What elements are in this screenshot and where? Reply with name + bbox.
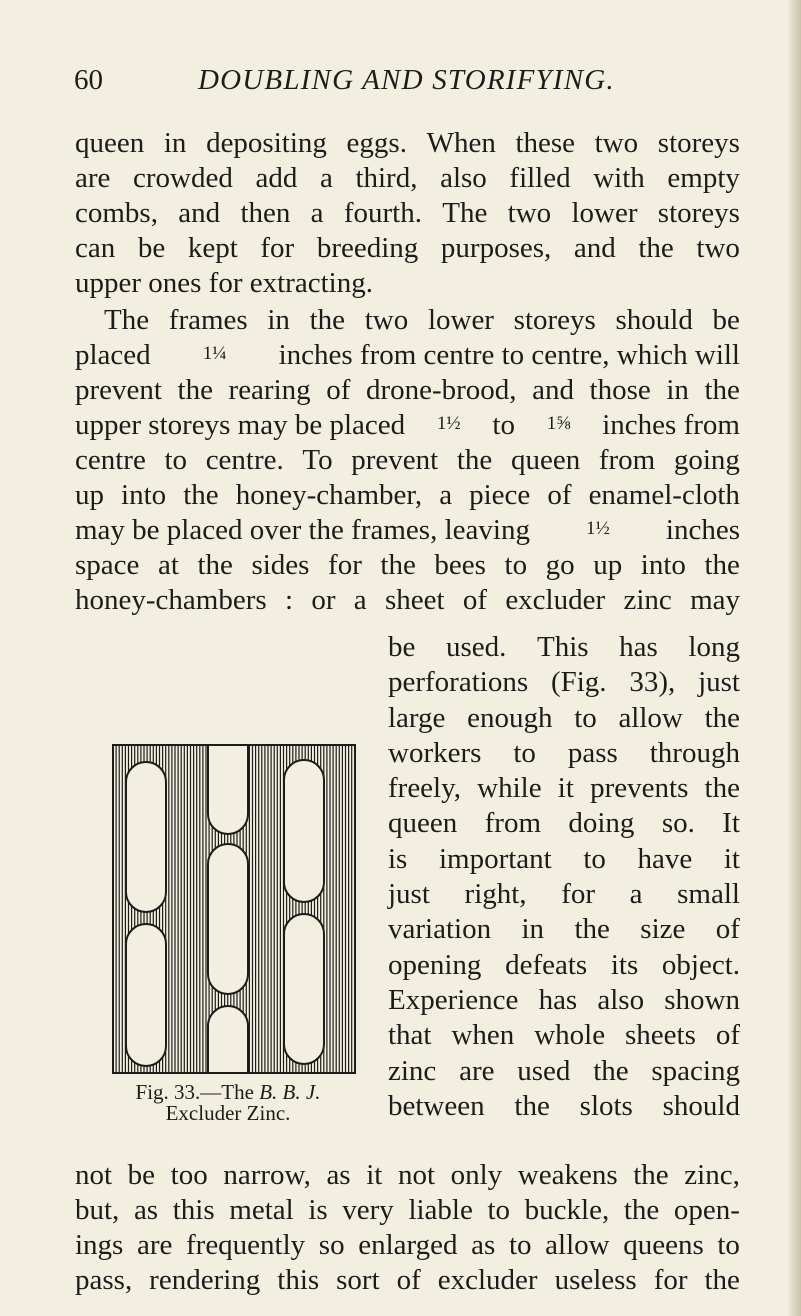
word: important [438, 842, 552, 875]
word: fourth. [343, 197, 422, 229]
text-line [75, 1193, 740, 1228]
text-line [75, 583, 740, 618]
word: just [388, 878, 430, 911]
word: this [172, 1194, 215, 1226]
excluder-zinc-illustration [112, 744, 356, 1074]
word: into [640, 549, 686, 581]
word: queen [510, 444, 581, 476]
word: for [328, 549, 362, 581]
word: frames [168, 304, 248, 336]
word: enough [467, 701, 553, 734]
word: too [170, 1159, 208, 1191]
word: for [653, 1264, 688, 1296]
word: two [594, 127, 639, 159]
word: has [619, 631, 658, 663]
word: to [583, 842, 606, 875]
text-line [75, 443, 740, 478]
word: sort [336, 1264, 380, 1296]
word: size [640, 913, 686, 946]
word: the [177, 374, 213, 406]
word: the [380, 549, 416, 581]
fraction: 1½ [436, 413, 461, 434]
text-line [388, 1054, 740, 1089]
word: crowded [133, 162, 233, 194]
word: 33), [629, 666, 676, 699]
word: it [366, 1159, 383, 1191]
excluder-zinc-figure [112, 744, 356, 1074]
word: sides [251, 549, 310, 581]
word: whole [534, 1019, 606, 1052]
word: be [388, 631, 416, 663]
slot-opening [284, 760, 324, 902]
text-line [75, 1158, 740, 1193]
word: zinc [623, 584, 672, 616]
word: the [623, 1194, 660, 1226]
text-fragment: placed [75, 339, 151, 371]
word: third, [355, 162, 418, 194]
word: eggs. [346, 127, 407, 159]
word: it [557, 772, 574, 805]
word: add [255, 162, 298, 194]
text-line [388, 736, 740, 771]
word: as [471, 1229, 496, 1261]
word: small [677, 878, 740, 911]
word: purposes, [440, 232, 552, 264]
word: Experience [388, 983, 519, 1016]
word: object. [661, 948, 740, 981]
word: pass, [75, 1264, 133, 1296]
word: a [319, 162, 333, 194]
word: between [388, 1089, 485, 1122]
text-line [75, 338, 740, 373]
word: sheet [384, 584, 445, 616]
slot-opening [284, 914, 324, 1064]
slot-opening [208, 844, 248, 994]
fraction: 1¼ [202, 343, 227, 364]
word: centre. [205, 444, 284, 476]
word: drone-brood, [365, 374, 517, 406]
slot-opening [126, 762, 166, 912]
word: the [456, 444, 493, 476]
word: slots [579, 1089, 633, 1122]
text-line [75, 478, 740, 513]
text-fragment: inches from centre to centre, which will [278, 339, 740, 371]
word: at [157, 549, 179, 581]
fraction: 1⅝ [546, 413, 571, 434]
page-number: 60 [74, 64, 103, 96]
word: with [593, 162, 645, 194]
word: so [318, 1229, 345, 1261]
text-line: upper ones for extracting. [75, 267, 373, 299]
slot-opening [126, 924, 166, 1066]
text-fragment: may be placed over the frames, leaving [75, 514, 530, 546]
word: are [136, 1229, 173, 1261]
text-line [75, 303, 740, 338]
text-line [75, 196, 740, 231]
word: prevent [351, 444, 439, 476]
word: a [629, 878, 643, 911]
text-line [388, 630, 740, 665]
word: into [121, 479, 167, 511]
word: to [513, 736, 536, 769]
word: so. [661, 807, 695, 840]
text-line [75, 1228, 740, 1263]
word: not [397, 1159, 436, 1191]
word: used [517, 1054, 571, 1087]
word: the [593, 1054, 629, 1087]
text-line [388, 842, 740, 877]
text-fragment: inches [665, 514, 740, 546]
text-line [388, 912, 740, 947]
word: allow [618, 701, 683, 734]
word: opening [388, 948, 482, 981]
word: useless [554, 1264, 637, 1296]
word: sheets [625, 1019, 696, 1052]
word: zinc [388, 1054, 437, 1087]
word: shown [664, 983, 740, 1016]
page-edge [787, 0, 801, 1316]
word: not [75, 1159, 113, 1191]
word: the [309, 304, 346, 336]
word: (Fig. [550, 666, 607, 699]
word: This [536, 631, 589, 663]
word: should [662, 1089, 740, 1122]
word: centre [75, 444, 146, 476]
word: bees [434, 549, 486, 581]
word: to [164, 444, 188, 476]
caption-prefix: Fig. 33.—The [135, 1080, 254, 1104]
word: large [388, 701, 446, 734]
word: and [178, 197, 221, 229]
slot-opening [208, 1006, 248, 1074]
text-line [75, 513, 740, 548]
word: going [673, 444, 740, 476]
word: of [547, 479, 572, 511]
slot-opening [208, 744, 248, 834]
paragraph-1 [75, 126, 740, 301]
word: and [573, 232, 616, 264]
word: also [440, 162, 487, 194]
word: space [75, 549, 140, 581]
word: two [696, 232, 740, 264]
word: two [507, 197, 552, 229]
word: queen [388, 807, 458, 840]
word: doing [568, 807, 635, 840]
word: ings [75, 1229, 124, 1261]
word: while [477, 772, 542, 805]
word: excluder [505, 584, 606, 616]
word: when [451, 1019, 515, 1052]
word: the [704, 374, 740, 406]
word: To [302, 444, 333, 476]
word: should [615, 304, 693, 336]
word: to [508, 1229, 532, 1261]
text-line [75, 1263, 740, 1298]
word: just [698, 666, 740, 699]
word: are [75, 162, 111, 194]
word: buckle, [524, 1194, 610, 1226]
word: It [722, 807, 740, 840]
word: the [704, 549, 740, 581]
text-line [75, 231, 740, 266]
word: to [574, 701, 597, 734]
word: the [514, 1089, 550, 1122]
word: frequently [186, 1229, 306, 1261]
word: be [137, 232, 166, 264]
word: this [277, 1264, 320, 1296]
word: those [589, 374, 651, 406]
word: storeys [513, 304, 596, 336]
word: honey-chamber, [235, 479, 423, 511]
word: has [538, 983, 578, 1016]
word: depositing [206, 127, 327, 159]
word: When [426, 127, 496, 159]
word: : [284, 584, 294, 616]
text-line [388, 1089, 740, 1124]
word: workers [388, 736, 482, 769]
text-line [388, 948, 740, 983]
word: to [487, 1194, 511, 1226]
word: rendering [149, 1264, 261, 1296]
word: storeys [657, 127, 740, 159]
word: can [75, 232, 116, 264]
word: of [715, 913, 740, 946]
word: these [515, 127, 576, 159]
word: in [163, 127, 187, 159]
text-fragment: inches from [602, 409, 740, 441]
word: its [610, 948, 639, 981]
word: is [308, 1194, 328, 1226]
word: from [598, 444, 656, 476]
text-line [388, 665, 740, 700]
text-line [388, 983, 740, 1018]
word: are [459, 1054, 495, 1087]
word: breeding [316, 232, 419, 264]
word: is [388, 842, 408, 875]
word: enamel-cloth [588, 479, 740, 511]
text-line [75, 373, 740, 408]
word: piece [469, 479, 531, 511]
word: as [326, 1159, 351, 1191]
wrapped-column [388, 630, 740, 1124]
word: through [649, 736, 740, 769]
word: prevents [590, 772, 689, 805]
text-fragment: to [492, 409, 515, 441]
text-line [388, 1018, 740, 1053]
word: empty [667, 162, 740, 194]
word: allow [545, 1229, 610, 1261]
word: The [442, 197, 488, 229]
caption-italic: B. B. J. [259, 1080, 321, 1104]
word: the [638, 232, 674, 264]
figure-caption [78, 1082, 378, 1124]
word: a [353, 584, 367, 616]
paragraph-3 [75, 1158, 740, 1298]
word: up [75, 479, 104, 511]
text-line [75, 408, 740, 443]
word: lower [571, 197, 638, 229]
word: to [504, 549, 528, 581]
word: variation [388, 913, 492, 946]
word: of [462, 584, 488, 616]
word: The [104, 304, 150, 336]
word: in [666, 374, 689, 406]
text-line [75, 548, 740, 583]
word: defeats [505, 948, 588, 981]
page-header [74, 64, 744, 104]
word: and [532, 374, 574, 406]
word: be [127, 1159, 156, 1191]
word: filled [509, 162, 571, 194]
word: the [704, 772, 740, 805]
word: also [597, 983, 645, 1016]
word: zinc, [684, 1159, 740, 1191]
word: long [688, 631, 740, 663]
word: kept [187, 232, 238, 264]
word: a [310, 197, 324, 229]
word: narrow, [223, 1159, 311, 1191]
word: prevent [75, 374, 162, 406]
word: perforations [388, 666, 529, 699]
word: have [637, 842, 693, 875]
word: that [388, 1019, 432, 1052]
word: two [364, 304, 409, 336]
word: right, [464, 878, 527, 911]
word: in [521, 913, 545, 946]
word: or [311, 584, 336, 616]
text-line [75, 161, 740, 196]
word: the [704, 1264, 740, 1296]
caption-line-1 [78, 1082, 378, 1103]
word: honey-chambers [75, 584, 267, 616]
word: freely, [388, 772, 461, 805]
word: enlarged [358, 1229, 458, 1261]
word: of [715, 1019, 740, 1052]
word: spacing [651, 1054, 740, 1087]
word: be [712, 304, 740, 336]
fraction: 1½ [586, 518, 610, 539]
word: the [574, 913, 610, 946]
word: the [704, 701, 740, 734]
word: liable [408, 1194, 473, 1226]
word: as [133, 1194, 159, 1226]
word: metal [229, 1194, 294, 1226]
word: then [240, 197, 291, 229]
word: a [439, 479, 453, 511]
word: to [717, 1229, 740, 1261]
word: for [260, 232, 295, 264]
running-title: DOUBLING AND STORIFYING. [198, 64, 615, 96]
word: storeys [657, 197, 740, 229]
word: of [396, 1264, 421, 1296]
word: very [342, 1194, 394, 1226]
text-fragment: upper storeys may be placed [75, 409, 406, 441]
word: up [593, 549, 623, 581]
word: it [723, 842, 740, 875]
word: the [633, 1159, 669, 1191]
word: lower [427, 304, 494, 336]
text-line [388, 771, 740, 806]
word: rearing [228, 374, 311, 406]
word: go [545, 549, 575, 581]
word: queen [75, 127, 145, 159]
word: of [326, 374, 351, 406]
word: queens [623, 1229, 704, 1261]
word: excluder [437, 1264, 538, 1296]
text-line [388, 701, 740, 736]
word: may [690, 584, 740, 616]
word: used. [445, 631, 507, 663]
word: pass [567, 736, 618, 769]
word: from [484, 807, 541, 840]
word: the [197, 549, 233, 581]
paragraph-2 [75, 303, 740, 618]
word: for [561, 878, 596, 911]
word: weakens [517, 1159, 618, 1191]
text-line [388, 877, 740, 912]
word: but, [75, 1194, 120, 1226]
text-line [388, 806, 740, 841]
caption-line-2: Excluder Zinc. [165, 1101, 291, 1125]
word: combs, [75, 197, 158, 229]
word: only [450, 1159, 503, 1191]
word: the [183, 479, 219, 511]
word: open- [673, 1194, 740, 1226]
word: in [267, 304, 290, 336]
text-line [75, 126, 740, 161]
